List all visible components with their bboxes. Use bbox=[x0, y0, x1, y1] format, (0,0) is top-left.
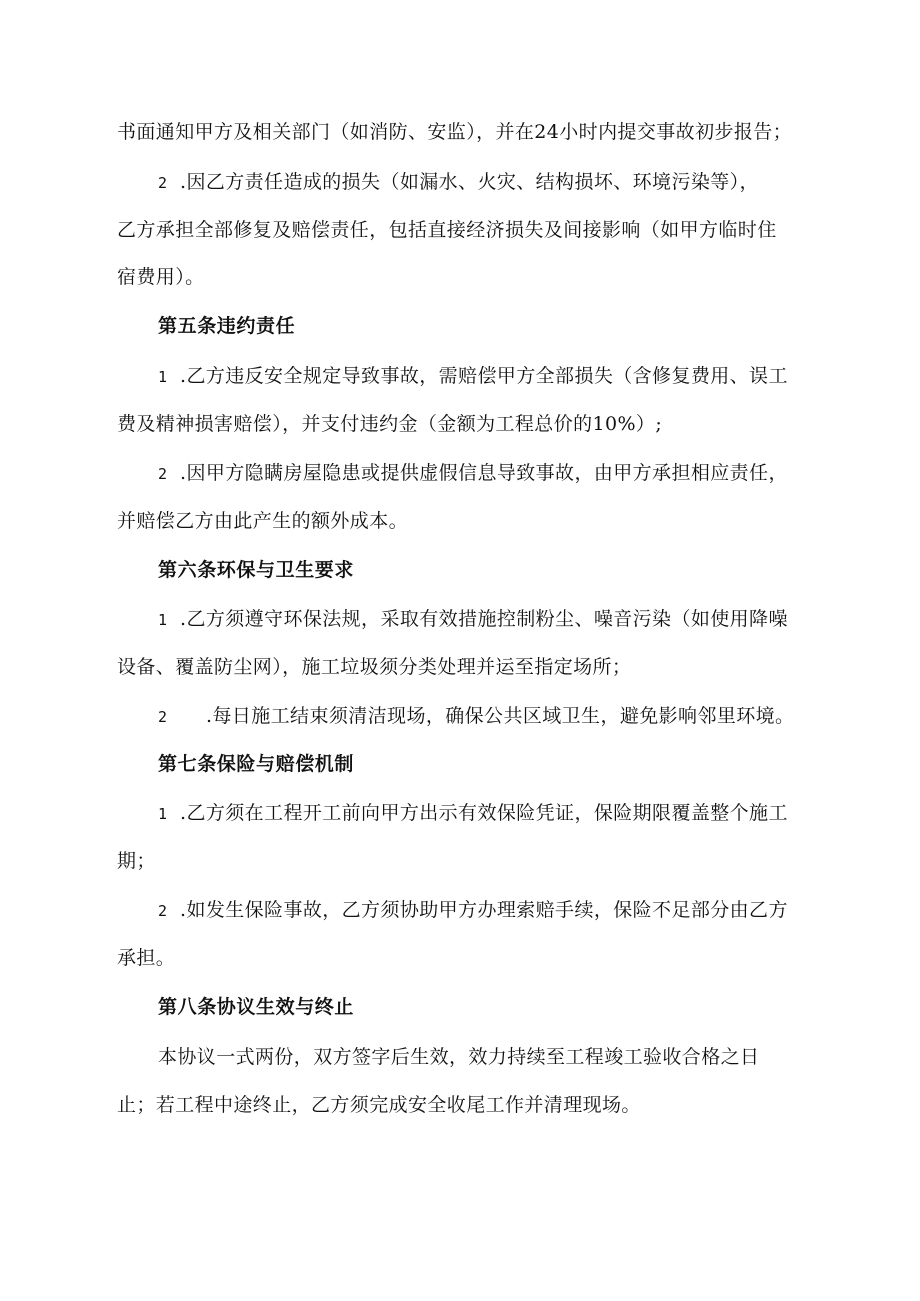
list-item-line: 乙方承担全部修复及赔偿责任，包括直接经济损失及间接影响（如甲方临时住 bbox=[117, 219, 777, 241]
list-item-line: 设备、覆盖防尘网），施工垃圾须分类处理并运至指定场所； bbox=[117, 656, 632, 678]
list-item-line bbox=[158, 170, 759, 195]
list-item-line: 费及精神损害赔偿），并支付违约金（金额为工程总价的10%）; bbox=[117, 413, 663, 435]
list-item-number: 2 bbox=[158, 902, 168, 920]
article-8-title: 第八条协议生效与终止 bbox=[158, 996, 355, 1018]
list-item-line: 承担。 bbox=[117, 947, 176, 969]
list-item-line bbox=[158, 364, 788, 389]
list-item-number: 2 bbox=[158, 174, 168, 192]
list-item-line bbox=[158, 461, 788, 486]
list-item-number: 1 bbox=[158, 368, 168, 386]
list-item-number: 2 bbox=[158, 465, 168, 483]
list-item-text: .乙方须在工程开工前向甲方出示有效保险凭证，保险期限覆盖整个施工 bbox=[180, 802, 788, 824]
article-5-title: 第五条违约责任 bbox=[158, 315, 296, 337]
article-7-title: 第七条保险与赔偿机制 bbox=[158, 753, 355, 775]
list-item-line bbox=[158, 801, 788, 826]
list-item-line: 并赔偿乙方由此产生的额外成本。 bbox=[117, 510, 409, 532]
list-item-text: .如发生保险事故，乙方须协助甲方办理索赔手续，保险不足部分由乙方 bbox=[180, 899, 788, 921]
article-6-title: 第六条环保与卫生要求 bbox=[158, 559, 355, 581]
list-item-text: .乙方违反安全规定导致事故，需赔偿甲方全部损失（含修复费用、误工 bbox=[180, 365, 788, 387]
paragraph-line: 止；若工程中途终止，乙方须完成安全收尾工作并清理现场。 bbox=[117, 1094, 641, 1116]
list-item-number: 2 bbox=[158, 708, 168, 726]
list-item-line bbox=[158, 704, 794, 729]
paragraph-line: 书面通知甲方及相关部门（如消防、安监），并在24小时内提交事故初步报告； bbox=[117, 121, 793, 143]
list-item-number: 1 bbox=[158, 805, 168, 823]
list-item-line: 宿费用）。 bbox=[117, 266, 205, 288]
list-item-line bbox=[158, 607, 788, 632]
list-item-text: .因乙方责任造成的损失（如漏水、火灾、结构损坏、环境污染等）， bbox=[180, 171, 759, 193]
list-item-number: 1 bbox=[158, 611, 168, 629]
list-item-text: .因甲方隐瞒房屋隐患或提供虚假信息导致事故，由甲方承担相应责任， bbox=[180, 462, 788, 484]
list-item-line bbox=[158, 898, 788, 923]
list-item-text: .每日施工结束须清洁现场，确保公共区域卫生，避免影响邻里环境。 bbox=[206, 705, 795, 727]
list-item-text: .乙方须遵守环保法规，采取有效措施控制粉尘、噪音污染（如使用降噪 bbox=[180, 608, 788, 630]
paragraph-line: 本协议一式两份，双方签字后生效，效力持续至工程竣工验收合格之日 bbox=[158, 1046, 760, 1068]
list-item-line: 期； bbox=[117, 850, 156, 872]
